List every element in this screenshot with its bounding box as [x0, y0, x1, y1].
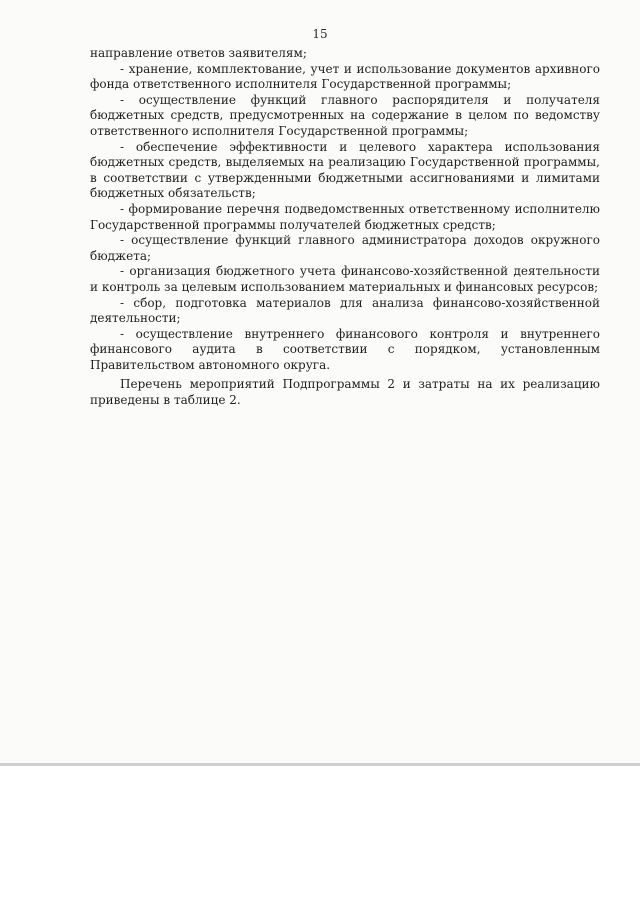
list-item: - обеспечение эффективности и целевого характера использования бюджетных средств, выделяемых на реализацию Государственной программы, в соответствии с утвержденными бюджетными ассигнованиями и лимитами бюджетных обязательств; [90, 139, 600, 201]
document-body [90, 46, 600, 409]
list-item: - осуществление внутреннего финансового контроля и внутреннего финансового аудита в соответствии с порядком, установленным Правительством автономного округа. [90, 326, 600, 372]
list-item: - формирование перечня подведомственных ответственному исполнителю Государственной программы получателей бюджетных средств; [90, 201, 600, 232]
paragraph: Перечень мероприятий Подпрограммы 2 и затраты на их реализацию приведены в таблице 2. [90, 377, 600, 408]
list-item: - сбор, подготовка материалов для анализа финансово-хозяйственной деятельности; [90, 295, 600, 326]
blank-area [0, 766, 640, 905]
list-item: - осуществление функций главного администратора доходов окружного бюджета; [90, 233, 600, 263]
list-item: - осуществление функций главного распорядителя и получателя бюджетных средств, предусмотренных на содержание в целом по ведомству ответственного исполнителя Государственной программы; [90, 92, 600, 138]
list-item: - организация бюджетного учета финансово-хозяйственной деятельности и контроль за целевым использованием материальных и финансовых ресурсов; [90, 264, 600, 294]
list-item: - хранение, комплектование, учет и использование документов архивного фонда ответственного исполнителя Государственной программы; [90, 61, 600, 92]
page-number: 15 [312, 27, 328, 41]
paragraph: направление ответов заявителям; [90, 46, 307, 60]
